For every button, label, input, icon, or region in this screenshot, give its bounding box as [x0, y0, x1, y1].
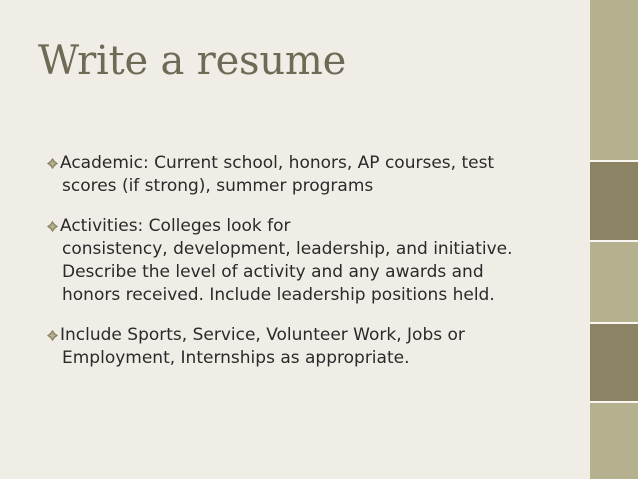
accent-bar-top	[590, 0, 638, 160]
bullet-list	[48, 152, 576, 387]
accent-bar-lower	[590, 324, 638, 401]
bullet-line	[48, 152, 576, 175]
bullet-line: consistency, development, leadership, and initiative.	[62, 239, 513, 259]
bullet-text: Activities: Colleges look for	[60, 216, 291, 236]
bullet-text: Academic: Current school, honors, AP courses, test	[60, 153, 495, 173]
bullet-text: Include Sports, Service, Volunteer Work, Jobs or	[60, 325, 465, 345]
bullet-line: Employment, Internships as appropriate.	[62, 348, 410, 368]
bullet-item-activities	[48, 215, 576, 307]
bullet-line: Describe the level of activity and any awards and	[62, 262, 484, 282]
bullet-line: honors received. Include leadership positions held.	[62, 285, 495, 305]
slide-title: Write a resume	[38, 38, 347, 84]
bullet-item-include	[48, 324, 576, 370]
diamond-bullet-icon	[46, 220, 59, 233]
accent-bar-bottom	[590, 403, 638, 479]
bullet-line	[48, 324, 576, 347]
bullet-item-academic	[48, 152, 576, 198]
diamond-bullet-icon	[46, 157, 59, 170]
diamond-bullet-icon	[46, 329, 59, 342]
accent-bar-upper-middle	[590, 162, 638, 240]
accent-bar-lower-middle	[590, 242, 638, 322]
bullet-line: scores (if strong), summer programs	[62, 176, 374, 196]
bullet-line	[48, 215, 576, 238]
right-accent-bars	[590, 0, 638, 479]
